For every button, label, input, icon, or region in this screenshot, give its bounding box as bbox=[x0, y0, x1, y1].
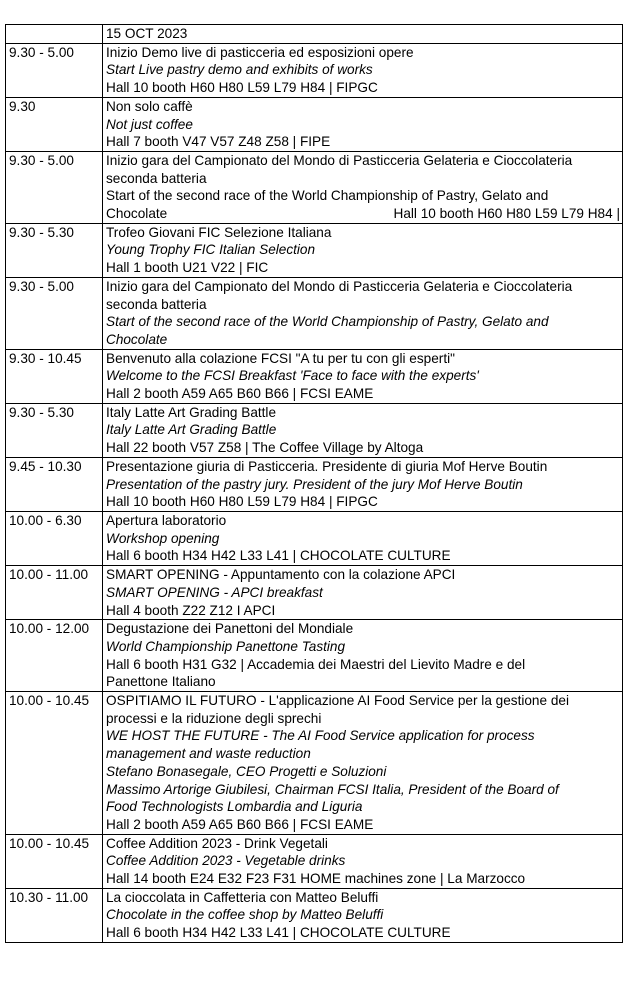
event-time: 9.30 - 5.00 bbox=[6, 151, 103, 223]
event-line: Hall 6 booth H31 G32 | Accademia dei Maestri del Lievito Madre e del bbox=[106, 656, 526, 672]
event-line: Hall 6 booth H34 H42 L33 L41 | CHOCOLATE CULTURE bbox=[106, 925, 451, 941]
event-line: Presentation of the pastry jury. President of the jury Mof Herve Boutin bbox=[106, 476, 523, 492]
event-details bbox=[103, 566, 623, 620]
event-details bbox=[103, 403, 623, 457]
event-line: Hall 7 booth V47 V57 Z48 Z58 | FIPE bbox=[106, 134, 331, 150]
event-time: 10.00 - 6.30 bbox=[6, 511, 103, 565]
event-line: Young Trophy FIC Italian Selection bbox=[106, 242, 316, 258]
event-line: management and waste reduction bbox=[106, 746, 311, 762]
event-line: Apertura laboratorio bbox=[106, 512, 227, 528]
event-line: Coffee Addition 2023 - Vegetable drinks bbox=[106, 853, 346, 869]
table-row bbox=[6, 277, 623, 349]
event-time: 9.30 - 5.30 bbox=[6, 223, 103, 277]
event-line: Coffee Addition 2023 - Drink Vegetali bbox=[106, 835, 328, 851]
event-line: Non solo caffè bbox=[106, 98, 193, 114]
date-header: 15 OCT 2023 bbox=[103, 25, 623, 44]
event-line: Hall 4 booth Z22 Z12 I APCI bbox=[106, 602, 276, 618]
table-row bbox=[6, 223, 623, 277]
event-line: Hall 2 booth A59 A65 B60 B66 | FCSI EAME bbox=[106, 386, 374, 402]
event-line: Start Live pastry demo and exhibits of works bbox=[106, 62, 373, 78]
event-line: Italy Latte Art Grading Battle bbox=[106, 422, 277, 438]
event-details bbox=[103, 151, 623, 223]
event-line-left: Chocolate bbox=[106, 206, 168, 222]
event-line: Hall 2 booth A59 A65 B60 B66 | FCSI EAME bbox=[106, 816, 374, 832]
event-line: processi e la riduzione degli sprechi bbox=[106, 710, 322, 726]
event-line: Hall 14 booth E24 E32 F23 F31 HOME machines zone | La Marzocco bbox=[106, 871, 526, 887]
event-line: Chocolate bbox=[106, 331, 168, 347]
event-line: Start of the second race of the World Championship of Pastry, Gelato and bbox=[106, 314, 549, 330]
event-line: SMART OPENING - Appuntamento con la colazione APCI bbox=[106, 567, 456, 583]
event-time: 10.00 - 11.00 bbox=[6, 566, 103, 620]
event-line: Inizio gara del Campionato del Mondo di Pasticceria Gelateria e Cioccolateria bbox=[106, 152, 573, 168]
event-time: 9.30 - 5.00 bbox=[6, 277, 103, 349]
event-details bbox=[103, 97, 623, 151]
header-empty-cell bbox=[6, 25, 103, 44]
event-line: Inizio Demo live di pasticceria ed esposizioni opere bbox=[106, 44, 414, 60]
event-line: WE HOST THE FUTURE - The AI Food Service application for process bbox=[106, 728, 535, 744]
event-time: 9.30 - 10.45 bbox=[6, 349, 103, 403]
event-time: 9.30 bbox=[6, 97, 103, 151]
event-line: Welcome to the FCSI Breakfast 'Face to face with the experts' bbox=[106, 368, 479, 384]
event-line: Hall 6 booth H34 H42 L33 L41 | CHOCOLATE CULTURE bbox=[106, 548, 451, 564]
table-row bbox=[6, 349, 623, 403]
event-details bbox=[103, 511, 623, 565]
event-line: Benvenuto alla colazione FCSI "A tu per tu con gli esperti" bbox=[106, 350, 455, 366]
event-time: 10.30 - 11.00 bbox=[6, 888, 103, 942]
event-details bbox=[103, 888, 623, 942]
table-row bbox=[6, 403, 623, 457]
event-line: Degustazione dei Panettoni del Mondiale bbox=[106, 621, 354, 637]
event-line: World Championship Panettone Tasting bbox=[106, 638, 346, 654]
schedule-body bbox=[6, 43, 623, 942]
event-details bbox=[103, 43, 623, 97]
event-line: Stefano Bonasegale, CEO Progetti e Soluzioni bbox=[106, 763, 387, 779]
event-line: Hall 1 booth U21 V22 | FIC bbox=[106, 260, 269, 276]
event-line-right: Hall 10 booth H60 H80 L59 L79 H84 | bbox=[393, 206, 620, 222]
event-line: Workshop opening bbox=[106, 530, 220, 546]
event-line: La cioccolata in Caffetteria con Matteo Beluffi bbox=[106, 889, 379, 905]
table-row bbox=[6, 457, 623, 511]
event-line: Hall 10 booth H60 H80 L59 L79 H84 | FIPGC bbox=[106, 494, 378, 510]
table-row bbox=[6, 888, 623, 942]
event-line: Not just coffee bbox=[106, 116, 193, 132]
event-line: Start of the second race of the World Championship of Pastry, Gelato and bbox=[106, 188, 549, 204]
event-details bbox=[103, 277, 623, 349]
table-row bbox=[6, 511, 623, 565]
event-line bbox=[106, 205, 620, 223]
event-line: seconda batteria bbox=[106, 170, 207, 186]
event-details bbox=[103, 620, 623, 692]
table-row bbox=[6, 566, 623, 620]
schedule-table bbox=[5, 24, 623, 943]
event-time: 9.30 - 5.30 bbox=[6, 403, 103, 457]
event-details bbox=[103, 834, 623, 888]
event-time: 9.30 - 5.00 bbox=[6, 43, 103, 97]
event-line: Italy Latte Art Grading Battle bbox=[106, 404, 277, 420]
event-line: Panettone Italiano bbox=[106, 674, 216, 690]
event-time: 10.00 - 10.45 bbox=[6, 834, 103, 888]
event-time: 10.00 - 12.00 bbox=[6, 620, 103, 692]
event-line: Massimo Artorige Giubilesi, Chairman FCSI Italia, President of the Board of bbox=[106, 781, 559, 797]
event-details bbox=[103, 223, 623, 277]
event-time: 10.00 - 10.45 bbox=[6, 692, 103, 835]
table-row bbox=[6, 692, 623, 835]
event-line: SMART OPENING - APCI breakfast bbox=[106, 584, 323, 600]
header-row bbox=[6, 25, 623, 44]
event-line: Food Technologists Lombardia and Liguria bbox=[106, 799, 363, 815]
event-line: Chocolate in the coffee shop by Matteo Beluffi bbox=[106, 907, 384, 923]
event-line: Presentazione giuria di Pasticceria. Presidente di giuria Mof Herve Boutin bbox=[106, 458, 548, 474]
event-line: seconda batteria bbox=[106, 296, 207, 312]
table-row bbox=[6, 97, 623, 151]
event-line: OSPITIAMO IL FUTURO - L'applicazione AI Food Service per la gestione dei bbox=[106, 693, 569, 709]
event-line: Hall 10 booth H60 H80 L59 L79 H84 | FIPGC bbox=[106, 80, 378, 96]
event-line: Hall 22 booth V57 Z58 | The Coffee Village by Altoga bbox=[106, 440, 424, 456]
event-time: 9.45 - 10.30 bbox=[6, 457, 103, 511]
event-details bbox=[103, 457, 623, 511]
table-row bbox=[6, 43, 623, 97]
table-row bbox=[6, 834, 623, 888]
table-row bbox=[6, 620, 623, 692]
table-row bbox=[6, 151, 623, 223]
event-details bbox=[103, 692, 623, 835]
event-details bbox=[103, 349, 623, 403]
event-line: Inizio gara del Campionato del Mondo di Pasticceria Gelateria e Cioccolateria bbox=[106, 278, 573, 294]
event-line: Trofeo Giovani FIC Selezione Italiana bbox=[106, 224, 332, 240]
